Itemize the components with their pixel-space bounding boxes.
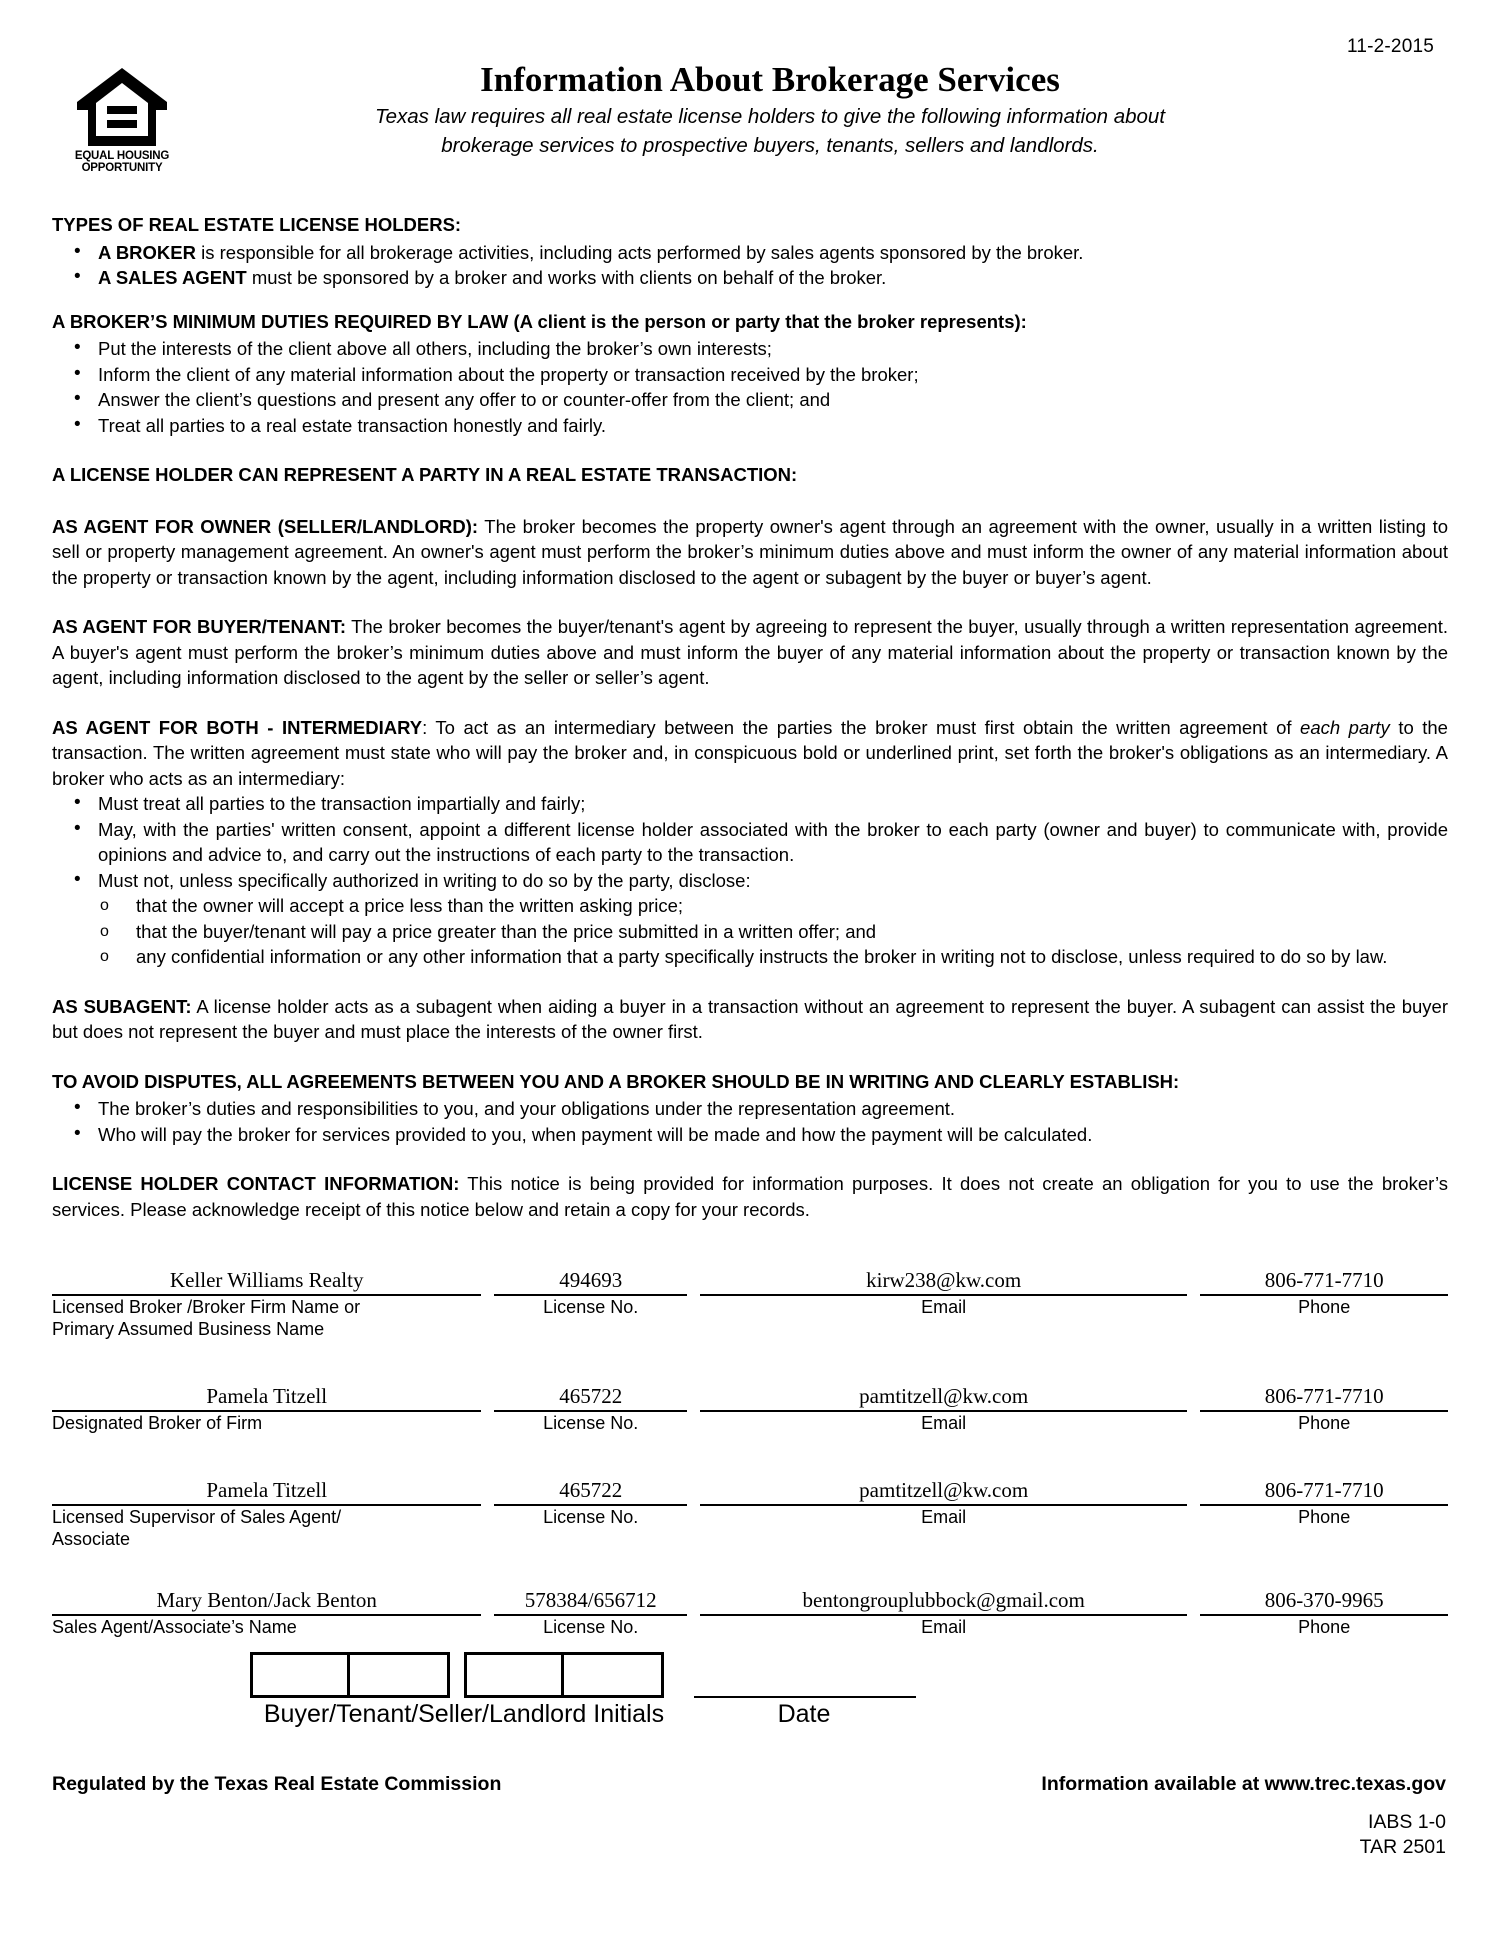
as-agent-for-owner-label: AS AGENT FOR OWNER (SELLER/LANDLORD):	[52, 515, 479, 537]
spacer	[52, 691, 1448, 715]
as-agent-for-owner-paragraph	[52, 514, 1448, 591]
broker-firm-name-field[interactable]	[52, 1268, 481, 1296]
form-row-broker-firm	[52, 1268, 1448, 1340]
licensed-supervisor-email-field[interactable]	[700, 1478, 1187, 1506]
list-item: • Who will pay the broker for services provided to you, when payment will be made and how the payment will be calculated.	[52, 1122, 1448, 1148]
minimum-duties-list	[52, 336, 1448, 438]
license-no-caption	[494, 1506, 687, 1550]
spacer	[52, 1564, 1448, 1588]
spacer	[52, 291, 1448, 309]
form-row-values	[52, 1588, 1448, 1616]
sub-list-item: o any confidential information or any other information that a party specifically instructs the broker in writing not to disclose, unless required to do so by law.	[52, 944, 1448, 970]
form-row-values	[52, 1268, 1448, 1296]
initials-row	[52, 1652, 1448, 1698]
logo-caption-line2: OPPORTUNITY	[81, 162, 163, 174]
licensed-supervisor-name-field[interactable]	[52, 1478, 481, 1506]
phone-caption	[1200, 1296, 1448, 1340]
spacer	[52, 438, 1448, 462]
sales-agent-license-value: 578384/656712	[524, 1588, 657, 1612]
form-row-licensed-supervisor	[52, 1478, 1448, 1550]
sales-agent-email-field[interactable]	[700, 1588, 1187, 1616]
as-subagent-label: AS SUBAGENT:	[52, 995, 192, 1017]
as-agent-for-both-text-b: to the transaction. The written agreement must state who will pay the broker and, in conspicuous bold or underlined print, set forth the broker's obligations as an intermediary. A broker who acts as an intermediary:	[52, 716, 1448, 789]
licensed-supervisor-caption-line2: Associate	[52, 1529, 131, 1549]
footer-regulator-text: Regulated by the Texas Real Estate Commission	[52, 1773, 502, 1795]
initials-box-2[interactable]	[350, 1652, 450, 1698]
types-of-license-holders-list	[52, 240, 1448, 291]
as-subagent-paragraph	[52, 994, 1448, 1045]
designated-broker-caption	[52, 1412, 481, 1434]
avoid-disputes-list	[52, 1096, 1448, 1147]
licensed-supervisor-license-value: 465722	[559, 1478, 623, 1502]
list-item-text: must be sponsored by a broker and works with clients on behalf of the broker.	[246, 267, 887, 288]
list-item: • Must treat all parties to the transaction impartially and fairly;	[52, 791, 1448, 817]
initials-box-3[interactable]	[464, 1652, 564, 1698]
title-block	[52, 60, 1448, 160]
footer-form-codes	[52, 1810, 1448, 1860]
designated-broker-phone-value: 806-771-7710	[1264, 1384, 1384, 1408]
broker-firm-name-caption-line1: Licensed Broker /Broker Firm Name or	[52, 1297, 361, 1317]
form-row-labels	[52, 1412, 1448, 1434]
as-agent-for-owner-text: The broker becomes the property owner's agent through an agreement with the owner, usually in a written listing to sell or property management agreement. An owner's agent must perform the broker’s minimum duties above and must inform the owner of any material information about the property or transaction known by the agent, including information disclosed to the agent or subagent by the buyer or buyer’s agent.	[52, 515, 1448, 588]
house-equals-icon	[74, 66, 170, 150]
logo-caption-line1: EQUAL HOUSING	[74, 150, 170, 162]
intermediary-sub-list	[52, 893, 1448, 970]
phone-caption-text: Phone	[1298, 1507, 1351, 1527]
sub-list-item: o that the buyer/tenant will pay a price greater than the price submitted in a written offer; and	[52, 919, 1448, 945]
as-agent-for-buyer-label: AS AGENT FOR BUYER/TENANT:	[52, 616, 347, 637]
document-footer	[52, 1773, 1448, 1796]
phone-caption-text: Phone	[1298, 1617, 1351, 1637]
licensed-supervisor-phone-field[interactable]	[1200, 1478, 1448, 1506]
license-no-caption	[494, 1412, 687, 1434]
license-no-caption-text: License No.	[543, 1413, 639, 1433]
license-no-caption-text: License No.	[543, 1297, 639, 1317]
broker-firm-phone-field[interactable]	[1200, 1268, 1448, 1296]
phone-caption	[1200, 1506, 1448, 1550]
list-item: • May, with the parties' written consent, appoint a different license holder associated with the broker to each party (owner and buyer) to communicate with, provide opinions and advice to, and carry out the instructions of each party to the transaction.	[52, 817, 1448, 868]
initials-box-group-left	[250, 1652, 450, 1698]
broker-firm-email-field[interactable]	[700, 1268, 1187, 1296]
designated-broker-name-value: Pamela Titzell	[206, 1384, 328, 1408]
list-item: • Must not, unless specifically authorized in writing to do so by the party, disclose:	[52, 868, 1448, 894]
form-row-values	[52, 1384, 1448, 1412]
email-caption-text: Email	[921, 1297, 967, 1317]
email-caption-text: Email	[921, 1617, 967, 1637]
designated-broker-caption-line1: Designated Broker of Firm	[52, 1413, 263, 1433]
sales-agent-caption	[52, 1616, 481, 1638]
sales-agent-email-value: bentongrouplubbock@gmail.com	[802, 1588, 1085, 1612]
subtitle-line-2: brokerage services to prospective buyers, tenants, sellers and landlords.	[441, 134, 1099, 157]
spacer	[52, 1448, 1448, 1478]
spacer	[52, 1147, 1448, 1171]
initials-caption: Buyer/Tenant/Seller/Landlord Initials	[263, 1700, 665, 1728]
list-item: • Treat all parties to a real estate transaction honestly and fairly.	[52, 413, 1448, 439]
sales-agent-license-field[interactable]	[494, 1588, 687, 1616]
phone-caption	[1200, 1616, 1448, 1638]
form-row-labels	[52, 1506, 1448, 1550]
initials-box-group-right	[464, 1652, 664, 1698]
form-row-values	[52, 1478, 1448, 1506]
licensed-supervisor-caption	[52, 1506, 481, 1550]
list-item-bold: A SALES AGENT	[98, 267, 247, 288]
types-of-license-holders-heading: TYPES OF REAL ESTATE LICENSE HOLDERS:	[52, 214, 462, 235]
spacer	[52, 490, 1448, 514]
email-caption-text: Email	[921, 1413, 967, 1433]
form-row-designated-broker	[52, 1384, 1448, 1434]
document-title: Information About Brokerage Services	[480, 60, 1060, 99]
subtitle-line-1: Texas law requires all real estate license holders to give the following information about	[374, 105, 1166, 128]
email-caption	[700, 1616, 1187, 1638]
list-item: • Inform the client of any material information about the property or transaction received by the broker;	[52, 362, 1448, 388]
as-agent-for-buyer-text: The broker becomes the buyer/tenant's agent by agreeing to represent the buyer, usually through a written representation agreement. A buyer's agent must perform the broker’s minimum duties above and must inform the buyer of any material information about the property or transaction known by the agent, including information disclosed to the agent by the seller or seller’s agent.	[52, 616, 1449, 688]
licensed-supervisor-license-field[interactable]	[494, 1478, 687, 1506]
email-caption	[700, 1412, 1187, 1434]
broker-firm-license-field[interactable]	[494, 1268, 687, 1296]
can-represent-heading: A LICENSE HOLDER CAN REPRESENT A PARTY IN A REAL ESTATE TRANSACTION:	[52, 464, 798, 485]
sales-agent-caption-line1: Sales Agent/Associate’s Name	[52, 1617, 297, 1637]
sales-agent-phone-value: 806-370-9965	[1264, 1588, 1384, 1612]
license-holder-contact-label: LICENSE HOLDER CONTACT INFORMATION:	[52, 1173, 460, 1194]
broker-firm-email-value: kirw238@kw.com	[866, 1268, 1022, 1292]
footer-website-text: Information available at www.trec.texas.gov	[1041, 1773, 1446, 1795]
initials-box-4[interactable]	[564, 1652, 664, 1698]
designated-broker-phone-field[interactable]	[1200, 1384, 1448, 1412]
list-item-text: is responsible for all brokerage activities, including acts performed by sales agents sponsored by the broker.	[195, 241, 1084, 263]
designated-broker-license-value: 465722	[559, 1384, 623, 1408]
broker-firm-license-value: 494693	[559, 1268, 623, 1292]
spacer	[52, 970, 1448, 994]
phone-caption-text: Phone	[1298, 1297, 1351, 1317]
sales-agent-name-field[interactable]	[52, 1588, 481, 1616]
as-agent-for-both-italic: each party	[1300, 716, 1390, 738]
list-item: • Answer the client’s questions and present any offer to or counter-offer from the client; and	[52, 387, 1448, 413]
broker-firm-name-value: Keller Williams Realty	[169, 1268, 364, 1292]
document-header	[52, 60, 1448, 190]
as-agent-for-both-paragraph	[52, 715, 1448, 792]
designated-broker-name-field[interactable]	[52, 1384, 481, 1412]
sales-agent-phone-field[interactable]	[1200, 1588, 1448, 1616]
license-holder-contact-paragraph	[52, 1171, 1448, 1222]
spacer	[52, 1354, 1448, 1384]
phone-caption-text: Phone	[1298, 1413, 1351, 1433]
as-agent-for-buyer-paragraph	[52, 614, 1448, 691]
broker-firm-name-caption	[52, 1296, 481, 1340]
license-no-caption	[494, 1616, 687, 1638]
spacer	[52, 1045, 1448, 1069]
designated-broker-email-value: pamtitzell@kw.com	[859, 1384, 1029, 1408]
as-agent-for-both-text-a: : To act as an intermediary between the parties the broker must first obtain the written agreement of	[422, 716, 1301, 738]
list-item-bold: A BROKER	[98, 241, 196, 263]
license-no-caption-text: License No.	[543, 1617, 639, 1637]
form-revision-date: 11-2-2015	[1346, 36, 1434, 57]
equal-housing-opportunity-logo	[74, 66, 170, 178]
designated-broker-license-field[interactable]	[494, 1384, 687, 1412]
broker-firm-name-caption-line2: Primary Assumed Business Name	[52, 1319, 325, 1339]
avoid-disputes-heading: TO AVOID DISPUTES, ALL AGREEMENTS BETWEEN YOU AND A BROKER SHOULD BE IN WRITING AND CLEARLY ESTABLISH:	[52, 1070, 1180, 1092]
licensed-supervisor-email-value: pamtitzell@kw.com	[859, 1478, 1029, 1502]
initials-box-1[interactable]	[250, 1652, 350, 1698]
as-subagent-text: A license holder acts as a subagent when aiding a buyer in a transaction without an agreement to represent the buyer. A subagent can assist the buyer but does not represent the buyer and must place the interests of the owner first.	[52, 995, 1448, 1042]
form-row-labels	[52, 1296, 1448, 1340]
form-code-iabs: IABS 1-0	[1367, 1811, 1446, 1833]
licensed-supervisor-name-value: Pamela Titzell	[206, 1478, 328, 1502]
list-item	[52, 240, 1448, 266]
date-field[interactable]	[694, 1656, 916, 1698]
sales-agent-name-value: Mary Benton/Jack Benton	[156, 1588, 377, 1612]
date-caption: Date	[777, 1700, 831, 1728]
license-no-caption	[494, 1296, 687, 1340]
email-caption	[700, 1506, 1187, 1550]
list-item: • The broker’s duties and responsibilities to you, and your obligations under the representation agreement.	[52, 1096, 1448, 1122]
form-row-labels	[52, 1616, 1448, 1638]
document-body	[52, 212, 1448, 1222]
email-caption-text: Email	[921, 1507, 967, 1527]
broker-firm-phone-value: 806-771-7710	[1264, 1268, 1384, 1292]
initials-labels-row	[52, 1699, 1448, 1729]
contact-information-form	[52, 1268, 1448, 1729]
spacer	[52, 590, 1448, 614]
list-item	[52, 265, 1448, 291]
email-caption	[700, 1296, 1187, 1340]
designated-broker-email-field[interactable]	[700, 1384, 1187, 1412]
form-row-sales-agent	[52, 1588, 1448, 1638]
license-no-caption-text: License No.	[543, 1507, 639, 1527]
as-agent-for-both-label: AS AGENT FOR BOTH - INTERMEDIARY	[52, 716, 423, 738]
licensed-supervisor-phone-value: 806-771-7710	[1264, 1478, 1384, 1502]
licensed-supervisor-caption-line1: Licensed Supervisor of Sales Agent/	[52, 1507, 342, 1527]
list-item: • Put the interests of the client above all others, including the broker’s own interests;	[52, 336, 1448, 362]
sub-list-item: o that the owner will accept a price less than the written asking price;	[52, 893, 1448, 919]
minimum-duties-heading: A BROKER’S MINIMUM DUTIES REQUIRED BY LAW (A client is the person or party that the broker represents):	[52, 310, 1027, 332]
intermediary-list	[52, 791, 1448, 893]
form-code-tar: TAR 2501	[1359, 1836, 1446, 1858]
phone-caption	[1200, 1412, 1448, 1434]
license-holder-contact-text: This notice is being provided for information purposes. It does not create an obligation for you to use the broker’s services. Please acknowledge receipt of this notice below and retain a copy for your records.	[52, 1173, 1448, 1220]
